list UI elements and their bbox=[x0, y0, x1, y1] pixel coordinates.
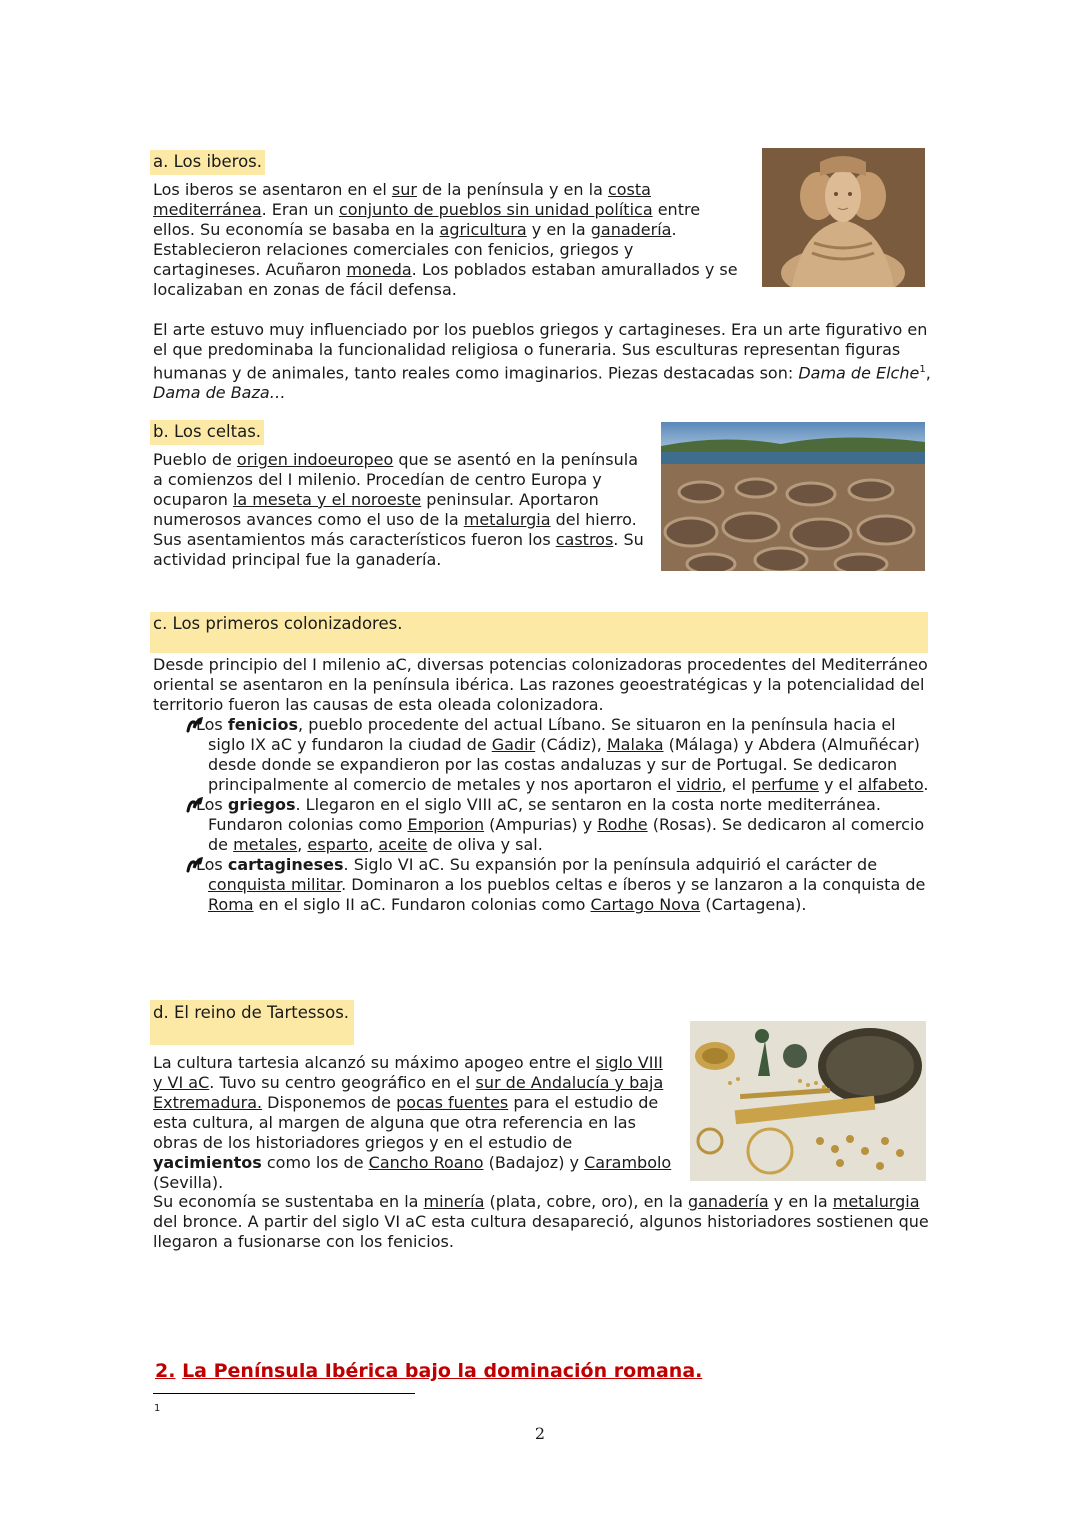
text-run: (Cádiz), bbox=[535, 735, 607, 754]
bullet-text bbox=[196, 855, 925, 914]
underlined-term: aceite bbox=[378, 835, 428, 854]
underlined-term: moneda bbox=[346, 260, 412, 279]
text-run: , bbox=[925, 363, 931, 383]
text-run: (Ampurias) y bbox=[484, 815, 598, 834]
underlined-term: agricultura bbox=[439, 220, 527, 239]
heading-celtas: b. Los celtas. bbox=[150, 420, 264, 445]
footnote-rule bbox=[153, 1393, 415, 1394]
underlined-term: origen indoeuropeo bbox=[236, 450, 394, 469]
section-2-heading: 2. La Península Ibérica bajo la dominación romana. bbox=[155, 1360, 703, 1382]
arrow-bullet-icon bbox=[185, 715, 205, 735]
text-run: . Siglo VI aC. Su expansión por la península adquirió el carácter de bbox=[343, 855, 878, 874]
colonizadores-block bbox=[153, 655, 933, 915]
footnote-marker: 1 bbox=[154, 1403, 161, 1414]
text-run: (plata, cobre, oro), en la bbox=[484, 1192, 688, 1211]
text-run: para el estudio de esta cultura, al margen de alguna que otra referencia en las obras de los historiadores griegos y en el estudio de bbox=[153, 1093, 659, 1152]
bullet-text bbox=[196, 715, 928, 794]
colonizer-bullet bbox=[153, 855, 933, 915]
bold-term: cartagineses bbox=[227, 855, 344, 874]
text-run: y el bbox=[818, 775, 858, 794]
underlined-term: sur bbox=[391, 180, 417, 199]
footnote-ref: 1 bbox=[919, 364, 926, 375]
text-run: . Su actividad principal fue la ganadería. bbox=[153, 530, 644, 569]
text-run: peninsular. Aportaron numerosos avances como el uso de la bbox=[153, 490, 599, 529]
text-run: Pueblo de bbox=[153, 450, 237, 469]
underlined-term: pocas fuentes bbox=[396, 1093, 509, 1112]
text-run: , bbox=[368, 835, 379, 854]
underlined-term: castros bbox=[555, 530, 614, 549]
underlined-term: Rodhe bbox=[597, 815, 648, 834]
text-run: . Eran un bbox=[261, 200, 339, 219]
underlined-term: esparto bbox=[307, 835, 369, 854]
text-run: (Cartagena). bbox=[700, 895, 807, 914]
underlined-term: Roma bbox=[208, 895, 254, 914]
underlined-term: Gadir bbox=[491, 735, 536, 754]
bold-term: fenicios bbox=[227, 715, 299, 734]
text-run: , pueblo procedente del actual Líbano. Se situaron en la península hacia el siglo IX aC y fundaron la ciudad de bbox=[208, 715, 896, 754]
heading-colonizadores-band bbox=[150, 612, 928, 653]
treasure-illustration bbox=[690, 1021, 926, 1181]
arrow-bullet-icon bbox=[185, 795, 205, 815]
underlined-term: costa mediterránea bbox=[153, 180, 651, 219]
underlined-term: la meseta y el noroeste bbox=[232, 490, 422, 509]
underlined-term: perfume bbox=[751, 775, 819, 794]
underlined-term: metalurgia bbox=[463, 510, 551, 529]
heading-colonizadores: c. Los primeros colonizadores. bbox=[153, 614, 403, 633]
colonizadores-list bbox=[153, 715, 933, 915]
text-run: del hierro. Sus asentamientos más característicos fueron los bbox=[153, 510, 637, 549]
text-run: Los bbox=[196, 855, 228, 874]
underlined-term: metalurgia bbox=[832, 1192, 920, 1211]
underlined-term: conquista militar bbox=[208, 875, 342, 894]
bold-term: griegos bbox=[227, 795, 296, 814]
underlined-term: vidrio bbox=[676, 775, 722, 794]
text-run: La cultura tartesia alcanzó su máximo apogeo entre el bbox=[153, 1053, 596, 1072]
tartessos-paragraph bbox=[153, 1053, 673, 1193]
text-run: (Badajoz) y bbox=[483, 1153, 585, 1172]
text-run: que se asentó en la península a comienzos del I milenio. Procedían de centro Europa y ocuparon bbox=[153, 450, 638, 509]
text-run: Disponemos de bbox=[262, 1093, 397, 1112]
text-run: (Málaga) y Abdera (Almuñécar) desde donde se expandieron por las costas andaluzas y sur de Portugal. Se dedicaron principalmente al comercio de metales y nos aportaron el bbox=[208, 735, 920, 794]
underlined-term: siglo VIII y VI aC bbox=[153, 1053, 663, 1092]
text-run: El arte estuvo muy influenciado por los pueblos griegos y cartagineses. Era un arte figurativo en el que predominaba la funcionalidad religiosa o funeraria. Sus esculturas representan figuras humanas y de animales, tanto reales como imaginarios. Piezas destacadas son: bbox=[153, 320, 928, 383]
text-run: Los iberos se asentaron en el bbox=[153, 180, 392, 199]
text-run: entre ellos. Su economía se basaba en la bbox=[153, 200, 701, 239]
underlined-term: Carambolo bbox=[584, 1153, 672, 1172]
underlined-term: Malaka bbox=[606, 735, 664, 754]
arrow-bullet-icon bbox=[185, 855, 205, 875]
underlined-term: sur de Andalucía y baja Extremadura. bbox=[153, 1073, 664, 1112]
underlined-term: Cancho Roano bbox=[368, 1153, 484, 1172]
castro-illustration bbox=[661, 422, 925, 571]
text-run: en el siglo II aC. Fundaron colonias como bbox=[253, 895, 591, 914]
text-run: . Los poblados estaban amurallados y se localizaban en zonas de fácil defensa. bbox=[153, 260, 738, 299]
text-run: Dama de Baza… bbox=[153, 383, 286, 403]
text-run: . Tuvo su centro geográfico en el bbox=[209, 1073, 476, 1092]
text-run: Desde principio del I milenio aC, diversas potencias colonizadoras procedentes del Mediterráneo oriental se asentaron en la península ibérica. Las razones geoestratégicas y la potencialidad del territorio fueron las causas de esta oleada colonizadora. bbox=[153, 655, 928, 714]
tartessos-treasure-photo bbox=[690, 1021, 926, 1181]
text-run: Los bbox=[196, 715, 228, 734]
text-run: (Sevilla). bbox=[153, 1173, 224, 1192]
underlined-term: Emporion bbox=[407, 815, 485, 834]
text-run: , bbox=[297, 835, 308, 854]
underlined-term: conjunto de pueblos sin unidad política bbox=[338, 200, 653, 219]
celtas-paragraph bbox=[153, 450, 648, 570]
text-run: Dama de Elche bbox=[798, 363, 920, 383]
text-run: Su economía se sustentaba en la bbox=[153, 1192, 424, 1211]
text-run: , el bbox=[721, 775, 752, 794]
colonizadores-intro bbox=[153, 655, 933, 715]
text-run: . bbox=[923, 775, 929, 794]
heading-tartessos: d. El reino de Tartessos. bbox=[153, 1003, 350, 1022]
colonizer-bullet bbox=[153, 715, 933, 795]
underlined-term: Cartago Nova bbox=[590, 895, 701, 914]
iberos-paragraph bbox=[153, 180, 738, 300]
underlined-term: ganadería bbox=[590, 220, 672, 239]
text-run: Los bbox=[196, 795, 228, 814]
bullet-text bbox=[196, 795, 924, 854]
celtic-castro-photo bbox=[661, 422, 925, 571]
iberos-art-paragraph bbox=[153, 320, 933, 403]
page-number: 2 bbox=[534, 1424, 546, 1443]
underlined-term: metales bbox=[233, 835, 298, 854]
text-run: como los de bbox=[261, 1153, 369, 1172]
text-run: de la península y en la bbox=[416, 180, 608, 199]
text-run: . Establecieron relaciones comerciales con fenicios, griegos y cartagineses. Acuñaron bbox=[153, 220, 677, 279]
text-run: de oliva y sal. bbox=[427, 835, 543, 854]
text-run: (Rosas). Se dedicaron al comercio de bbox=[208, 815, 925, 854]
text-run: del bronce. A partir del siglo VI aC esta cultura desapareció, algunos historiadores sostienen que llegaron a fusionarse con los fenicios. bbox=[153, 1212, 929, 1251]
dama-de-elche-illustration bbox=[762, 148, 925, 287]
text-run: . Llegaron en el siglo VIII aC, se sentaron en la costa norte mediterránea. Fundaron colonias como bbox=[208, 795, 881, 834]
heading-tartessos-band bbox=[150, 1000, 354, 1045]
underlined-term: alfabeto bbox=[857, 775, 924, 794]
bold-term: yacimientos bbox=[153, 1153, 262, 1172]
text-run: y en la bbox=[768, 1192, 833, 1211]
text-run: y en la bbox=[526, 220, 591, 239]
underlined-term: minería bbox=[423, 1192, 485, 1211]
dama-de-elche-photo bbox=[762, 148, 925, 287]
tartessos-economy-paragraph bbox=[153, 1192, 933, 1252]
text-run: . Dominaron a los pueblos celtas e íberos y se lanzaron a la conquista de bbox=[341, 875, 926, 894]
colonizer-bullet bbox=[153, 795, 933, 855]
underlined-term: ganadería bbox=[687, 1192, 769, 1211]
heading-iberos: a. Los iberos. bbox=[150, 150, 265, 175]
